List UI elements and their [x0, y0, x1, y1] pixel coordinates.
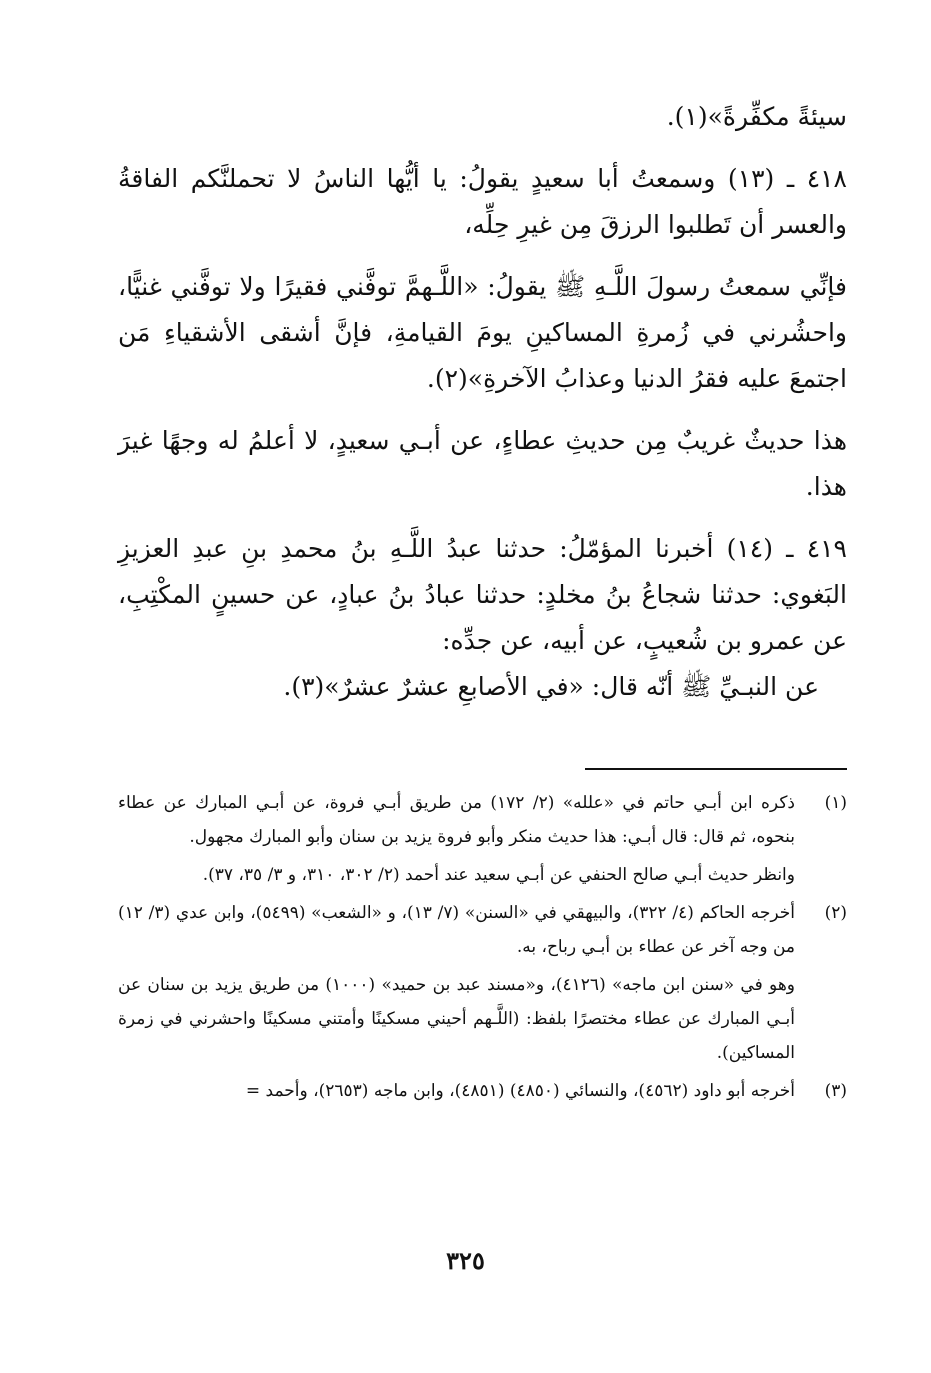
footnote-text: ذكره ابن أبـي حاتم في «علله» (٢/ ١٧٢) من طريق أبـي فروة، عن أبـي المبارك عن عطاء بنحوه، ثم قال: قال أبـي: هذا حديث منكر وأبو فروة يزيد بن سنان وأبو المبارك مجهول. — [118, 793, 795, 847]
main-text — [118, 94, 847, 710]
footnote-text: وهو في «سنن ابن ماجه» (٤١٢٦)، و«مسند عبد بن حميد» (١٠٠٠) من طريق يزيد بن سنان عن أبـي المبارك عن عطاء مختصرًا بلفظ: (اللَّـهم أحيني مسكينًا وأمتني مسكينًا واحشرني في زمرة المساكين). — [118, 975, 795, 1063]
footnote-number: (١) — [824, 793, 847, 813]
footnote-text: وانظر حديث أبـي صالح الحنفي عن أبـي سعيد عند أحمد (٢/ ٣٠٢، ٣١٠، و ٣/ ٣٥، ٣٧). — [202, 865, 795, 885]
hadith-419-matn: عن النبـيِّ ﷺ أنّه قال: «في الأصابعِ عشرٌ عشرٌ»(٣). — [283, 672, 819, 701]
footnote-number: (٢) — [824, 903, 847, 923]
page-number: ٣٢٥ — [446, 1246, 485, 1275]
footnote-text: أخرجه أبو داود (٤٥٦٢)، والنسائي (٤٨٥٠) (٤٨٥١)، وابن ماجه (٢٦٥٣)، وأحمد = — [245, 1081, 795, 1101]
hadith-418: ٤١٨ ـ (١٣) وسمعتُ أبا سعيدٍ يقولُ: يا أيُّها الناسُ لا تحملنَّكم الفاقةُ والعسر أن تَطلبوا الرزقَ مِن غيرِ حِلِّه، — [118, 164, 847, 239]
footnote-text: أخرجه الحاكم (٤/ ٣٢٢)، والبيهقي في «السنن» (٧/ ١٣)، و «الشعب» (٥٤٩٩)، وابن عدي (٣/ ١٢) من وجه آخر عن عطاء بن أبـي رباح، به. — [118, 903, 795, 957]
footnote-3 — [118, 1074, 847, 1108]
footnote-divider — [585, 768, 847, 770]
text-line: سيئةً مكفِّرةً»(١). — [666, 102, 847, 131]
hadith-418-comment: هذا حديثٌ غريبٌ مِن حديثِ عطاءٍ، عن أبـي سعيدٍ، لا أعلمُ له وجهًا غيرَ هذا. — [118, 426, 847, 501]
footnote-number: (٣) — [824, 1081, 847, 1101]
footnote-2 — [118, 896, 847, 1070]
hadith-419: ٤١٩ ـ (١٤) أخبرنا المؤمّلُ: حدثنا عبدُ اللَّـهِ بنُ محمدِ بنِ عبدِ العزيزِ البَغوي: حدثنا شجاعُ بنُ مخلدٍ: حدثنا عبادُ بنُ عبادٍ، عن حسينٍ المكْتِبِ، عن عمرو بن شُعيبٍ، عن أبيه، عن جدِّه: — [118, 534, 847, 655]
hadith-418-matn: فإنِّي سمعتُ رسولَ اللَّـهِ ﷺ يقولُ: «اللَّـهمَّ توفَّني فقيرًا ولا توفَّني غنيًّا، واحشُرني في زُمرةِ المساكينِ يومَ القيامةِ، فإنَّ أشقى الأشقياءِ مَن اجتمعَ عليه فقرُ الدنيا وعذابُ الآخرةِ»(٢). — [118, 272, 847, 393]
footnote-1 — [118, 786, 847, 892]
footnotes — [118, 786, 847, 1112]
